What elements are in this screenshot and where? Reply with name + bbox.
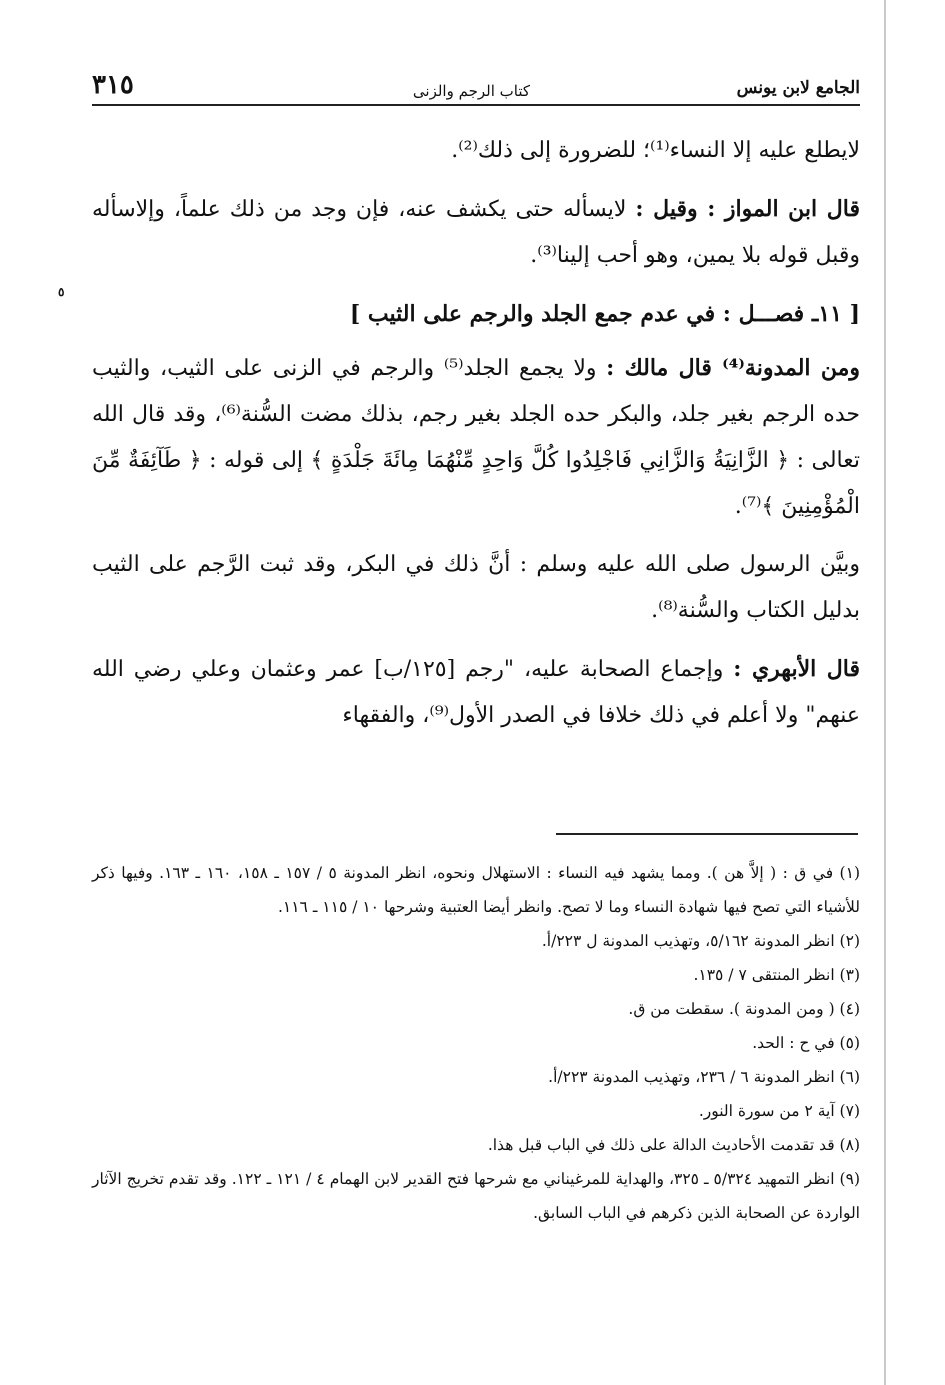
- footnote-9: (٩) انظر التمهيد ٥/٣٢٤ ـ ٣٢٥، والهداية للمرغيناني مع شرحها فتح القدير لابن الهمام ٤ / ١٢١ ـ ١٢٢. وقد تقدم تخريج الآثار الواردة عن الصحابة الذين ذكرهم في الباب السابق.: [92, 1170, 860, 1222]
- paragraph-4-text: وبيَّن الرسول صلى الله عليه وسلم : أنَّ ذلك في البكر، وقد ثبت الرَّجم على الثيب بدليل الكتاب والسُّنة⁽⁸⁾.: [92, 552, 860, 623]
- footnote-8: (٨) قد تقدمت الأحاديث الدالة على ذلك في الباب قبل هذا.: [487, 1136, 860, 1154]
- main-text: [92, 128, 860, 751]
- paragraph-4: [92, 542, 860, 634]
- paragraph-2: [92, 186, 860, 279]
- footnote-3: (٣) انظر المنتقى ٧ / ١٣٥.: [693, 966, 860, 984]
- paragraph-5-lead: قال الأبهري :: [733, 656, 861, 682]
- paragraph-5-text: وإجماع الصحابة عليه، "رجم [١٢٥/ب] عمر وعثمان وعلي رضي الله عنهم" ولا أعلم في ذلك خلافا في الصدر الأول⁽⁹⁾، والفقهاء: [92, 657, 860, 728]
- footnote-6: (٦) انظر المدونة ٦ / ٢٣٦، وتهذيب المدونة ٢٢٣/أ.: [548, 1068, 860, 1086]
- running-header: [92, 70, 860, 106]
- footnotes: [92, 856, 860, 1230]
- section-heading: [ ١١ـ فصـــل : في عدم جمع الجلد والرجم على الثيب ]: [349, 301, 860, 327]
- paragraph-5: [92, 646, 860, 739]
- paragraph-2-text: لايسأله حتى يكشف عنه، فإن وجد من ذلك علماً، وإلاسأله وقبل قوله بلا يمين، وهو أحب إلينا⁽³⁾.: [92, 197, 860, 268]
- header-rule: [92, 104, 860, 106]
- binding-edge-line: [884, 0, 886, 1385]
- margin-mark: ٥: [58, 285, 65, 299]
- paragraph-1-text: لايطلع عليه إلا النساء⁽¹⁾؛ للضرورة إلى ذلك⁽²⁾.: [451, 138, 860, 163]
- paragraph-2-lead: قال ابن المواز : وقيل :: [635, 196, 860, 222]
- paragraph-3-lead: ومن المدونة⁽⁴⁾ قال مالك :: [606, 355, 861, 381]
- paragraph-1: [92, 128, 860, 174]
- book-title: الجامع لابن يونس: [736, 78, 860, 98]
- footnote-1: (١) في ق : ( إلاَّ هن ). ومما يشهد فيه النساء : الاستهلال ونحوه، انظر المدونة ٥ / ١٥٧ ـ ١٥٨، ١٦٠ ـ ١٦٣. وفيها ذكر للأشياء التي تصح فيها شهادة النساء وما لا تصح. وانظر أيضا العتبية وشرحها ١٠ / ١١٥ ـ ١١٦.: [92, 864, 860, 916]
- page-number: ٣١٥: [92, 70, 134, 100]
- footnote-4: (٤) ( ومن المدونة ). سقطت من ق.: [628, 1000, 860, 1018]
- footnote-2: (٢) انظر المدونة ٥/١٦٢، وتهذيب المدونة ل ٢٢٣/أ.: [541, 932, 860, 950]
- paragraph-3: [92, 345, 860, 530]
- footnote-separator: [556, 833, 858, 835]
- footnote-5: (٥) في ح : الحد.: [752, 1034, 860, 1052]
- paragraph-3-text: ولا يجمع الجلد⁽⁵⁾ والرجم في الزنى على الثيب، والثيب حده الرجم بغير جلد، والبكر حده الجلد بغير رجم، بذلك مضت السُّنة⁽⁶⁾، وقد قال الله تعالى : ﴿ الزَّانِيَةُ وَالزَّانِي فَاجْلِدُوا كُلَّ وَاحِدٍ مِّنْهُمَا مِائَةَ جَلْدَةٍ ﴾ إلى قوله : ﴿ طَآئِفَةٌ مِّنَ الْمُؤْمِنِينَ ﴾⁽⁷⁾.: [92, 356, 860, 519]
- chapter-title: كتاب الرجم والزنى: [412, 82, 530, 100]
- footnote-7: (٧) آية ٢ من سورة النور.: [698, 1102, 860, 1120]
